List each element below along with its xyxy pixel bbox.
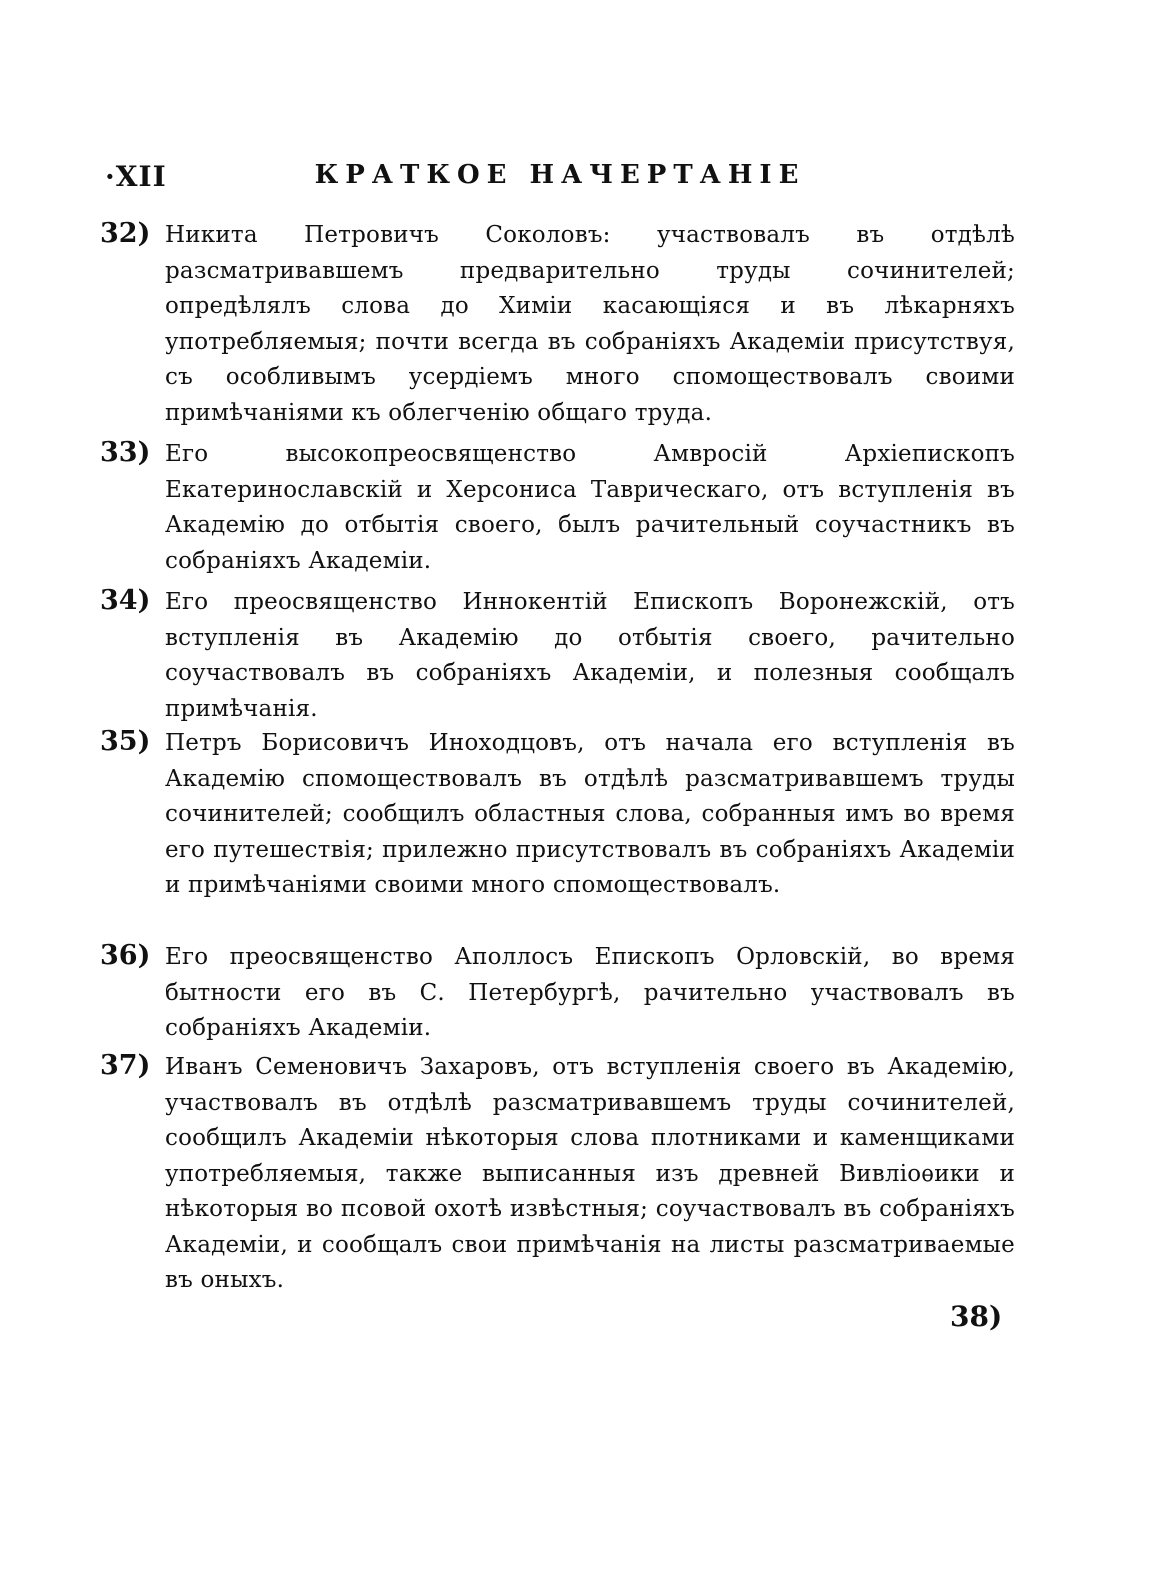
- entry-number: 33): [100, 437, 151, 468]
- entry-35: [100, 726, 1015, 904]
- entry-32: [100, 218, 1015, 431]
- entry-number: 37): [100, 1050, 151, 1081]
- page-number: ·XII: [105, 160, 167, 193]
- entry-number: 34): [100, 585, 151, 616]
- entry-number: 32): [100, 218, 151, 249]
- entry-number: 36): [100, 940, 151, 971]
- entry-number: 35): [100, 726, 151, 757]
- entry-text: Его преосвященство Иннокентій Епископъ Воронежскій, отъ вступленія въ Академію до отбытія своего, рачительно соучаствовалъ въ собраніяхъ Академіи, и полезныя сообщалъ примѣчанія.: [165, 589, 1015, 722]
- entry-text: Его преосвященство Аполлосъ Епископъ Орловскій, во время бытности его въ С. Петербургѣ, рачительно участвовалъ въ собраніяхъ Академіи.: [165, 944, 1015, 1041]
- entry-text: Никита Петровичъ Соколовъ: участвовалъ въ отдѣлѣ разсматривавшемъ предварительно труды сочинителей; опредѣлялъ слова до Химіи касающіяся и въ лѣкарняхъ употребляемыя; почти всегда въ собраніяхъ Академіи присутствуя, съ особливымъ усердіемъ много спомоществовалъ своими примѣчаніями къ облегченію общаго труда.: [165, 222, 1015, 426]
- entry-text: Иванъ Семеновичъ Захаровъ, отъ вступленія своего въ Академію, участвовалъ въ отдѣлѣ разсматривавшемъ труды сочинителей, сообщилъ Академіи нѣкоторыя слова плотниками и каменщиками употребляемыя, также выписанныя изъ древней Вивліоѳики и нѣкоторыя во псовой охотѣ извѣстныя; соучаствовалъ въ собраніяхъ Академіи, и сообщалъ свои примѣчанія на листы разсматриваемые въ оныхъ.: [165, 1054, 1015, 1293]
- running-title: КРАТКОЕ НАЧЕРТАНІЕ: [314, 160, 806, 190]
- entry-34: [100, 585, 1015, 727]
- page-header: [105, 160, 1015, 200]
- entry-37: [100, 1050, 1015, 1299]
- catchword: 38): [950, 1300, 1003, 1333]
- entry-36: [100, 940, 1015, 1047]
- entry-text: Его высокопреосвященство Амвросій Архіепископъ Екатеринославскій и Херсониса Таврическаго, отъ вступленія въ Академію до отбытія своего, былъ рачительный соучастникъ въ собраніяхъ Академіи.: [165, 441, 1015, 574]
- entry-33: [100, 437, 1015, 579]
- entry-text: Петръ Борисовичъ Иноходцовъ, отъ начала его вступленія въ Академію спомоществовалъ въ отдѣлѣ разсматривавшемъ труды сочинителей; сообщилъ областныя слова, собранныя имъ во время его путешествія; прилежно присутствовалъ въ собраніяхъ Академіи и примѣчаніями своими много спомоществовалъ.: [165, 730, 1015, 898]
